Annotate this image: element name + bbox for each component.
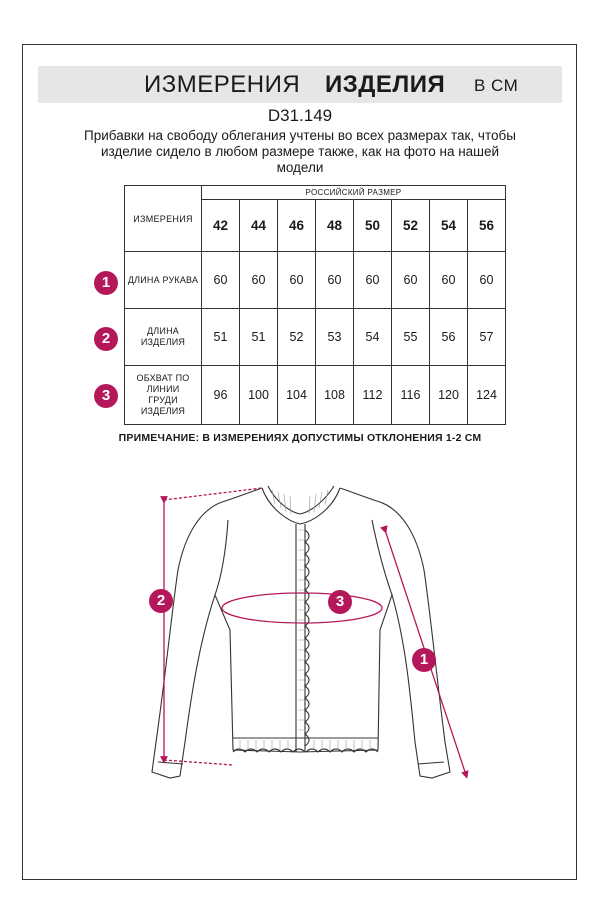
table-cell: 100 — [240, 366, 278, 425]
table-cell: 52 — [278, 309, 316, 366]
size-52: 52 — [392, 200, 430, 252]
measure-lines — [164, 488, 466, 775]
size-table — [124, 185, 506, 425]
size-54: 54 — [430, 200, 468, 252]
table-cell: 120 — [430, 366, 468, 425]
table-cell: 60 — [240, 252, 278, 309]
table-row — [125, 309, 506, 366]
diagram-marker-sleeve: 1 — [412, 648, 436, 672]
row-label-chest: ОБХВАТ ПО ЛИНИИ ГРУДИ ИЗДЕЛИЯ — [125, 366, 202, 425]
row-number-badge: 2 — [94, 327, 118, 351]
table-cell: 60 — [278, 252, 316, 309]
table-cell: 112 — [354, 366, 392, 425]
table-row — [125, 366, 506, 425]
table-cell: 60 — [354, 252, 392, 309]
table-cell: 60 — [392, 252, 430, 309]
table-cell: 53 — [316, 309, 354, 366]
table-cell: 108 — [316, 366, 354, 425]
row-label-sleeve: ДЛИНА РУКАВА — [125, 252, 202, 309]
table-cell: 96 — [202, 366, 240, 425]
size-group-header: РОССИЙСКИЙ РАЗМЕР — [202, 186, 506, 200]
table-cell: 51 — [240, 309, 278, 366]
tolerance-note: ПРИМЕЧАНИЕ: В ИЗМЕРЕНИЯХ ДОПУСТИМЫ ОТКЛОНЕНИЯ 1-2 СМ — [118, 432, 482, 444]
title-bar — [38, 66, 562, 103]
table-cell: 116 — [392, 366, 430, 425]
table-row — [125, 252, 506, 309]
size-48: 48 — [316, 200, 354, 252]
table-cell: 60 — [430, 252, 468, 309]
row-label-length: ДЛИНА ИЗДЕЛИЯ — [125, 309, 202, 366]
title-product: ИЗДЕЛИЯ — [325, 71, 446, 98]
diagram-marker-length: 2 — [149, 589, 173, 613]
table-cell: 55 — [392, 309, 430, 366]
table-cell: 51 — [202, 309, 240, 366]
title-measurements: ИЗМЕРЕНИЯ — [144, 71, 301, 98]
table-cell: 57 — [468, 309, 506, 366]
table-cell: 56 — [430, 309, 468, 366]
table-cell: 60 — [202, 252, 240, 309]
cardigan-sketch — [0, 480, 600, 820]
table-cell: 54 — [354, 309, 392, 366]
size-50: 50 — [354, 200, 392, 252]
size-42: 42 — [202, 200, 240, 252]
row-number-badge: 3 — [94, 384, 118, 408]
table-header-row — [125, 186, 506, 200]
product-code: D31.149 — [267, 106, 333, 125]
size-46: 46 — [278, 200, 316, 252]
table-cell: 60 — [468, 252, 506, 309]
table-cell: 60 — [316, 252, 354, 309]
diagram-marker-chest: 3 — [328, 590, 352, 614]
row-number-badge: 1 — [94, 271, 118, 295]
title-unit: В СМ — [474, 76, 519, 95]
fit-description: Прибавки на свободу облегания учтены во всех размерах так, чтобы изделие сидело в любом размере также, как на фото на нашей модели — [84, 128, 516, 175]
table-cell: 104 — [278, 366, 316, 425]
corner-label: ИЗМЕРЕНИЯ — [125, 186, 202, 252]
size-44: 44 — [240, 200, 278, 252]
size-56: 56 — [468, 200, 506, 252]
table-cell: 124 — [468, 366, 506, 425]
